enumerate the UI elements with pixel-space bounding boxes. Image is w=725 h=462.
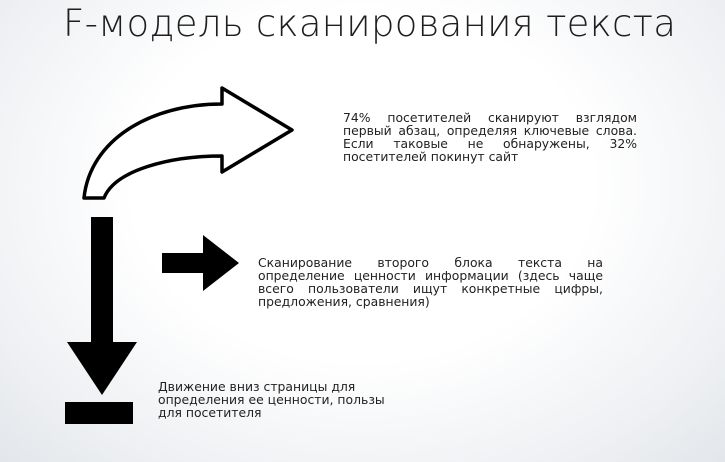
down-arrow-base-bar (65, 402, 133, 424)
curved-right-arrow-icon (84, 88, 292, 198)
right-arrow-icon (162, 235, 239, 291)
slide-title: F-модель сканирования текста (63, 2, 677, 45)
second-block-note: Сканирование второго блока текста на определение ценности информации (здесь чаще всего пользователи ищут конкретные цифры, предложения, сравнения) (258, 255, 603, 309)
down-arrow-icon (67, 217, 137, 395)
scroll-down-note: Движение вниз страницы для определения ее ценности, пользы для посетителя (158, 379, 385, 420)
first-paragraph-note: 74% посетителей сканируют взглядом первый абзац, определяя ключевые слова. Если таковые не обнаружены, 32% посетителей покинут сайт (343, 110, 637, 164)
